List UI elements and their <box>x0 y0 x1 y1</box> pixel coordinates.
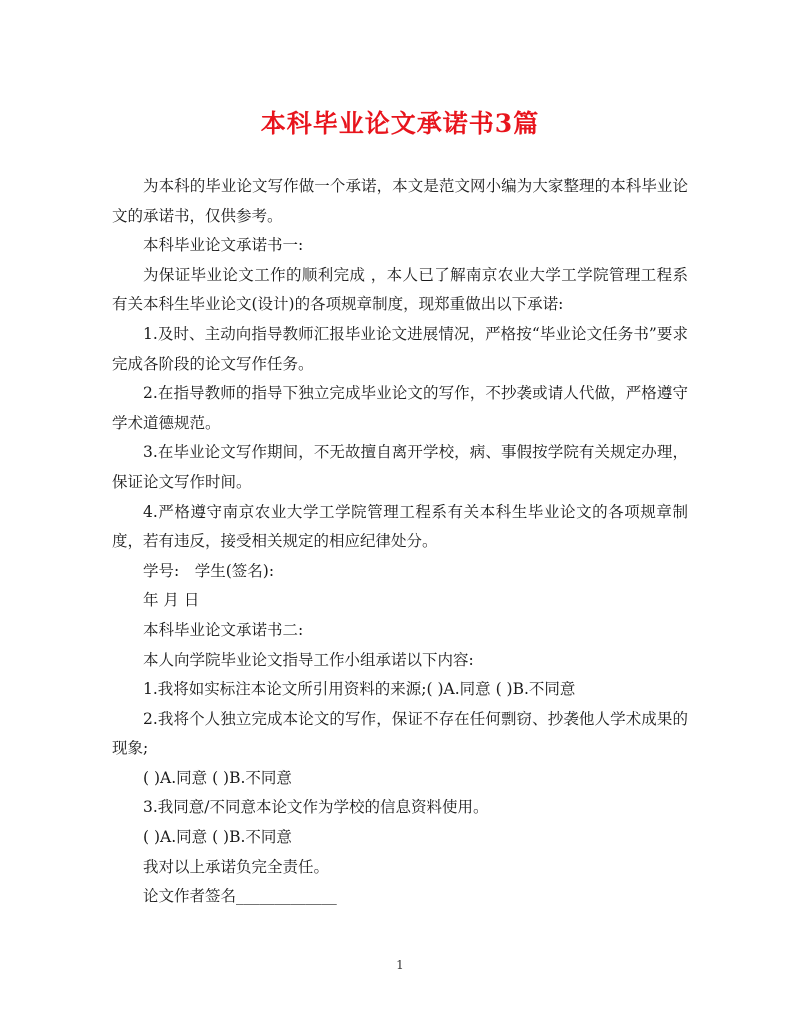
commitment-item-3: 3.我同意/不同意本论文作为学校的信息资料使用。 <box>143 798 489 817</box>
document-body <box>112 172 688 912</box>
pledge-item-1: 1.及时、主动向指导教师汇报毕业论文进展情况，严格按“毕业论文任务书”要求完成各阶段的论文写作任务。 <box>112 324 688 373</box>
commitment-item-2: 2.我将个人独立完成本论文的写作，保证不存在任何剽窃、抄袭他人学术成果的现象; <box>112 709 688 758</box>
section-heading-2: 本科毕业论文承诺书二: <box>143 620 304 639</box>
pledge-intro-paragraph: 为保证毕业论文工作的顺利完成 ，本人已了解南京农业大学工学院管理工程系有关本科生毕业论文(设计)的各项规章制度，现郑重做出以下承诺: <box>112 265 688 314</box>
pledge-item-4: 4.严格遵守南京农业大学工学院管理工程系有关本科生毕业论文的各项规章制度，若有违反，接受相关规定的相应纪律处分。 <box>112 502 688 551</box>
document-title: 本科毕业论文承诺书3篇 <box>260 109 540 138</box>
date-line: 年 月 日 <box>143 591 200 610</box>
page-number: 1 <box>396 958 404 972</box>
pledge-item-2: 2.在指导教师的指导下独立完成毕业论文的写作，不抄袭或请人代做，严格遵守学术道德规范。 <box>112 384 688 432</box>
author-signature-line: 论文作者签名_____________ <box>143 887 337 906</box>
student-id-signature-line: 学号: 学生(签名): <box>143 561 275 580</box>
commitment-item-2-options: ( )A.同意 ( )B.不同意 <box>143 768 292 787</box>
responsibility-statement: 我对以上承诺负完全责任。 <box>143 857 330 876</box>
section-heading-1: 本科毕业论文承诺书一: <box>143 236 304 255</box>
commitment-item-3-options: ( )A.同意 ( )B.不同意 <box>143 828 292 847</box>
pledge-item-3: 3.在毕业论文写作期间，不无故擅自离开学校，病、事假按学院有关规定办理，保证论文写作时间。 <box>112 443 688 491</box>
commitment-item-1: 1.我将如实标注本论文所引用资料的来源;( )A.同意 ( )B.不同意 <box>143 680 576 699</box>
commitment-intro: 本人向学院毕业论文指导工作小组承诺以下内容: <box>143 650 474 669</box>
intro-paragraph: 为本科的毕业论文写作做一个承诺，本文是范文网小编为大家整理的本科毕业论文的承诺书，仅供参考。 <box>112 177 688 225</box>
